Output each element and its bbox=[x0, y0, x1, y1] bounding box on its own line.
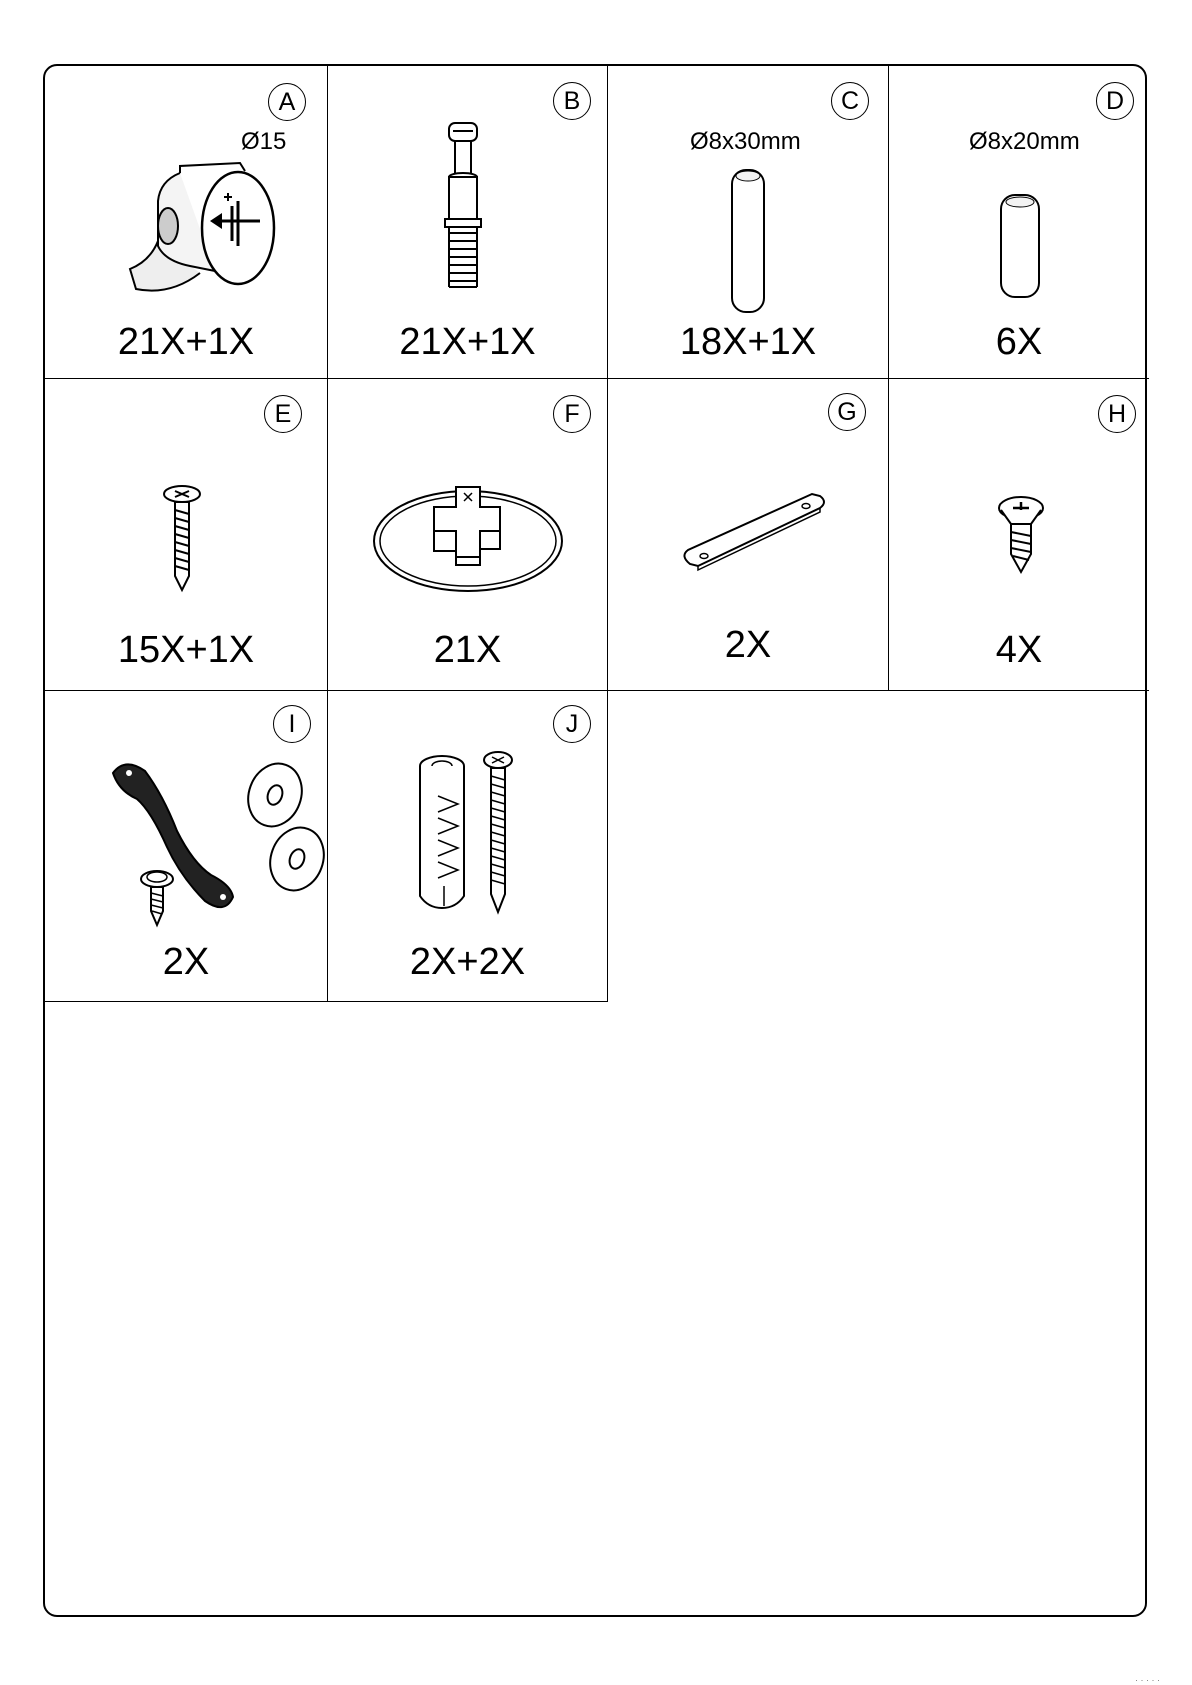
part-cell-h bbox=[889, 379, 1149, 691]
part-spec-a: Ø15 bbox=[241, 128, 287, 155]
part-cell-j bbox=[328, 691, 608, 1002]
part-cell-f bbox=[328, 379, 608, 691]
short-screw-icon bbox=[991, 494, 1051, 579]
part-qty-g: 2X bbox=[724, 624, 772, 666]
part-letter-d: D bbox=[1096, 82, 1134, 120]
part-letter-h: H bbox=[1098, 395, 1136, 433]
part-cell-d bbox=[889, 66, 1149, 379]
part-qty-c: 18X+1X bbox=[679, 321, 817, 363]
part-letter-c: C bbox=[831, 82, 869, 120]
part-cell-a bbox=[45, 66, 328, 379]
part-qty-i: 2X bbox=[162, 941, 210, 983]
cam-bolt-icon bbox=[433, 121, 493, 296]
part-cell-e bbox=[45, 379, 328, 691]
part-qty-d: 6X bbox=[995, 321, 1043, 363]
part-qty-h: 4X bbox=[995, 629, 1043, 671]
wall-plug-screw-icon bbox=[398, 746, 538, 926]
part-spec-c: Ø8x30mm bbox=[690, 128, 801, 155]
part-cell-g bbox=[608, 379, 889, 691]
part-qty-j: 2X+2X bbox=[409, 941, 526, 983]
dowel-short-icon bbox=[989, 191, 1049, 301]
part-letter-b: B bbox=[553, 82, 591, 120]
cover-cap-icon bbox=[368, 469, 568, 599]
part-cell-c bbox=[608, 66, 889, 379]
part-spec-d: Ø8x20mm bbox=[969, 128, 1080, 155]
part-letter-a: A bbox=[268, 83, 306, 121]
part-qty-e: 15X+1X bbox=[117, 629, 255, 671]
part-letter-j: J bbox=[553, 705, 591, 743]
part-letter-f: F bbox=[553, 395, 591, 433]
part-letter-e: E bbox=[264, 395, 302, 433]
part-cell-b bbox=[328, 66, 608, 379]
long-screw-icon bbox=[157, 484, 207, 594]
dowel-long-icon bbox=[718, 166, 778, 316]
connector-plate-icon bbox=[678, 484, 828, 574]
footer-marks: · · · · · bbox=[1135, 1675, 1160, 1685]
part-letter-i: I bbox=[273, 705, 311, 743]
part-qty-b: 21X+1X bbox=[399, 321, 536, 363]
anti-tip-strap-icon bbox=[85, 751, 325, 931]
part-cell-i bbox=[45, 691, 328, 1002]
cam-lock-icon bbox=[120, 161, 280, 311]
part-qty-a: 21X+1X bbox=[117, 321, 255, 363]
hardware-list-frame bbox=[43, 64, 1147, 1617]
part-letter-g: G bbox=[828, 393, 866, 431]
part-qty-f: 21X bbox=[433, 629, 502, 671]
